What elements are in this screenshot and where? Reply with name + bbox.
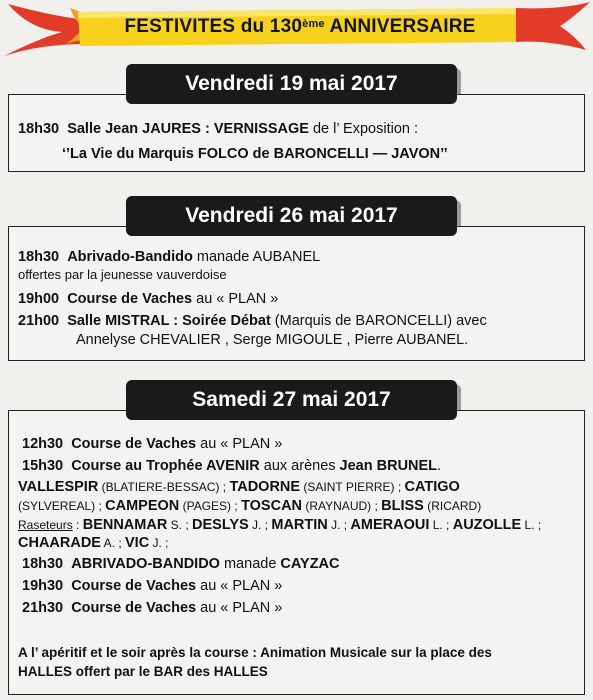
text-segment: (SYLVEREAL) ; bbox=[18, 499, 106, 513]
bold-text: AUZOLLE bbox=[452, 517, 522, 533]
closing-note-line-2: HALLES offert par le BAR des HALLES bbox=[18, 664, 268, 679]
event-line: 12h30 Course de Vaches au « PLAN » bbox=[22, 436, 283, 452]
bold-text: MARTIN bbox=[271, 517, 328, 533]
text-segment: (RAYNAUD) ; bbox=[302, 499, 382, 513]
date-heading-2: Vendredi 26 mai 2017 bbox=[126, 196, 457, 236]
event-line: 18h30 Salle Jean JAURES : VERNISSAGE de l’ Exposition : bbox=[18, 121, 419, 137]
speakers-line: Annelyse CHEVALIER , Serge MIGOULE , Pierre AUBANEL. bbox=[76, 332, 469, 348]
raseteurs-line-2 bbox=[18, 535, 169, 551]
event-line: 19h00 Course de Vaches au « PLAN » bbox=[18, 291, 279, 307]
text-segment: L. ; bbox=[429, 518, 453, 532]
text-segment: J. ; bbox=[149, 536, 169, 550]
text-segment: : bbox=[72, 518, 83, 532]
banner-title: FESTIVITES du 130ème ANNIVERSAIRE bbox=[124, 16, 476, 37]
event-line: 18h30 Abrivado-Bandido manade AUBANEL bbox=[18, 249, 321, 265]
bold-text: BLISS bbox=[381, 498, 424, 514]
event-line: 18h30 ABRIVADO-BANDIDO manade CAYZAC bbox=[22, 556, 340, 572]
bold-text: CAMPEON bbox=[105, 498, 180, 514]
bold-text: AMERAOUI bbox=[350, 517, 430, 533]
text-segment: (SAINT PIERRE) ; bbox=[300, 480, 405, 494]
bold-text: VIC bbox=[125, 535, 150, 551]
text-segment: J. ; bbox=[327, 518, 351, 532]
text-segment: (RICARD) bbox=[423, 499, 482, 513]
date-heading-3: Samedi 27 mai 2017 bbox=[126, 380, 457, 420]
bold-text: TADORNE bbox=[229, 479, 301, 495]
bold-text: TOSCAN bbox=[241, 498, 303, 514]
exhibition-title: ‘’La Vie du Marquis FOLCO de BARONCELLI — JAVON’’ bbox=[62, 146, 448, 162]
event-line: 19h30 Course de Vaches au « PLAN » bbox=[22, 578, 283, 594]
bulls-line-2 bbox=[18, 498, 481, 514]
text-segment: L. ; bbox=[521, 518, 542, 532]
text-segment: (PAGES) ; bbox=[179, 499, 242, 513]
bulls-line-1 bbox=[18, 479, 460, 495]
banner bbox=[0, 0, 593, 62]
raseteurs-line-1 bbox=[18, 517, 541, 533]
event-line: 21h30 Course de Vaches au « PLAN » bbox=[22, 600, 283, 616]
text-segment: S. ; bbox=[167, 518, 192, 532]
text-segment: A. ; bbox=[100, 536, 125, 550]
event-line: 15h30 Course au Trophée AVENIR aux arènes Jean BRUNEL. bbox=[22, 458, 442, 474]
date-heading-1: Vendredi 19 mai 2017 bbox=[126, 64, 457, 104]
event-subline: offertes par la jeunesse vauverdoise bbox=[18, 267, 227, 282]
bold-text: VALLESPIR bbox=[18, 479, 99, 495]
bold-text: BENNAMAR bbox=[82, 517, 168, 533]
text-segment: J. ; bbox=[248, 518, 272, 532]
text-segment: Raseteurs bbox=[18, 518, 73, 532]
closing-note-line-1: A l’ apéritif et le soir après la course : Animation Musicale sur la place des bbox=[18, 645, 492, 660]
bold-text: CATIGO bbox=[404, 479, 460, 495]
bold-text: CHAARADE bbox=[18, 535, 101, 551]
bold-text: DESLYS bbox=[192, 517, 249, 533]
event-line: 21h00 Salle MISTRAL : Soirée Débat (Marquis de BARONCELLI) avec bbox=[18, 313, 487, 329]
text-segment: (BLATIERE-BESSAC) ; bbox=[98, 480, 230, 494]
